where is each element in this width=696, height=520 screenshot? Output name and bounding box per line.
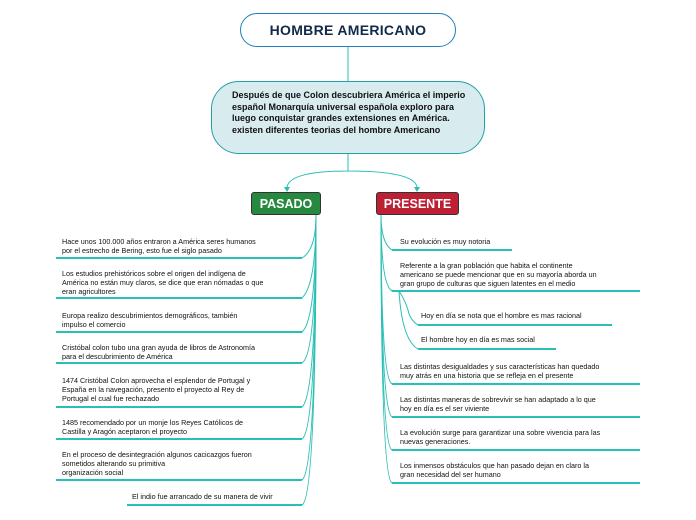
- presente-item[interactable]: Su evolución es muy notoria: [400, 237, 491, 246]
- pasado-item[interactable]: En el proceso de desintegración algunos cacicazgos fueron sometidos alterando su primitiva organización social: [62, 450, 252, 477]
- pasado-item[interactable]: El indio fue arrancado de su manera de vivir: [132, 492, 273, 501]
- pasado-item[interactable]: 1485 recomendado por un monje los Reyes Católicos de Castilla y Aragón aceptaron el proyecto: [62, 418, 243, 436]
- presente-item[interactable]: Los inmensos obstáculos que han pasado dejan en claro la gran necesidad del ser humano: [400, 461, 590, 479]
- central-topic[interactable]: [240, 13, 456, 47]
- presente-item[interactable]: Las distintas desigualdades y sus características han quedado muy atrás en una historia que se refleja en el presente: [400, 362, 600, 380]
- presente-branch[interactable]: [376, 192, 459, 215]
- presente-item[interactable]: Referente a la gran población que habita el continente americano se puede mencionar que en su mayoría aborda un gran grupo de culturas que siguen latentes en el medio: [400, 261, 597, 288]
- pasado-item[interactable]: 1474 Cristóbal Colon aprovecha el esplendor de Portugal y España en la navegación, presento el proyecto al Rey de Portugal el cual fue rechazado: [62, 376, 251, 403]
- presente-item[interactable]: La evolución surge para garantizar una sobre vivencia para las nuevas generaciones.: [400, 428, 601, 446]
- pasado-label: PASADO: [259, 196, 313, 211]
- intro-topic[interactable]: [211, 81, 485, 154]
- pasado-item[interactable]: Europa realizo descubrimientos demográficos, también impulso el comercio: [62, 311, 238, 329]
- presente-label: PRESENTE: [383, 196, 452, 211]
- presente-subitem[interactable]: Hoy en día se nota que el hombre es mas racional: [421, 311, 582, 320]
- intro-topic-text: Después de que Colon descubriera América el imperio español Monarquía universal española exploro para luego conquistar grandes extensiones en América. existen diferentes teorias del hombre Americano: [232, 90, 466, 135]
- pasado-branch[interactable]: [251, 192, 321, 215]
- central-topic-label: HOMBRE AMERICANO: [269, 22, 427, 38]
- presente-item[interactable]: Las distintas maneras de sobrevivir se han adaptado a lo que hoy en día es el ser viviente: [400, 395, 596, 413]
- presente-subitem[interactable]: El hombre hoy en día es mas social: [421, 335, 535, 344]
- pasado-item[interactable]: Hace unos 100.000 años entraron a América seres humanos por el estrecho de Bering, esto fue el siglo pasado: [62, 237, 256, 255]
- pasado-item[interactable]: Cristóbal colon tubo una gran ayuda de libros de Astronomía para el descubrimiento de América: [62, 343, 255, 361]
- pasado-item[interactable]: Los estudios prehistóricos sobre el origen del indígena de América no están muy claros, se dice que eran nómadas o que eran agricultores: [62, 269, 264, 296]
